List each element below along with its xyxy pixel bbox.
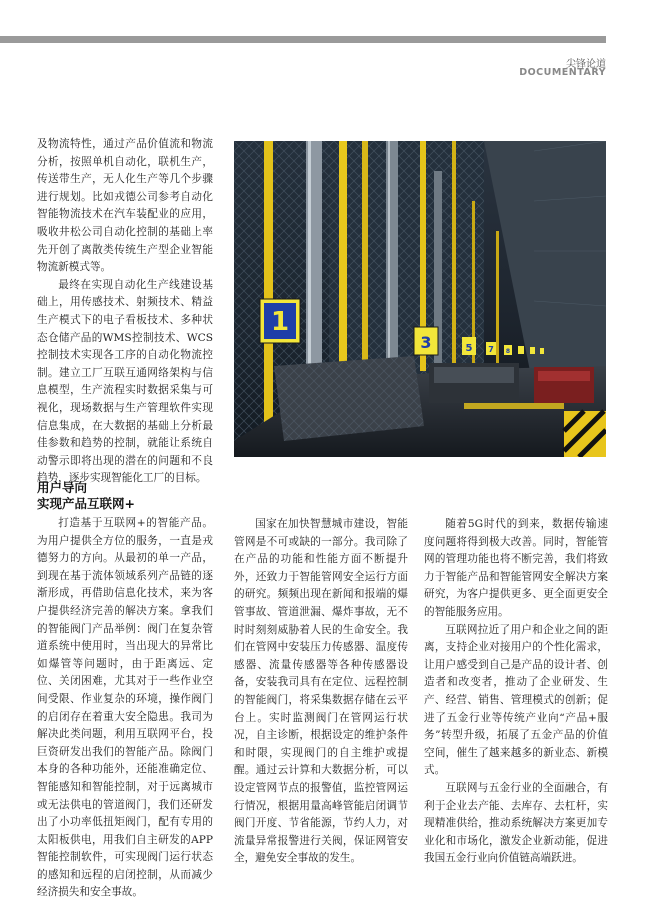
paragraph: 互联网与五金行业的全面融合，有利于企业去产能、去库存、去杠杆，实现精准供给，推动系统解决方案更加专业化和市场化，激发企业新动能，促进我国五金行业向价值链高端跃进。 bbox=[424, 781, 608, 865]
paragraph: 最终在实现自动化生产线建设基础上，用传感技术、射频技术、精益生产模式下的电子看板技术、多种状态仓储产品的WMS控制技术、WCS控制技术实现各工序的自动化物流控制。建立工厂互联互通网络架构与信息模型，生产流程实时数据采集与可视化，现场数据与生产管理软件实现信息集成，在大数据的基础上分析最佳参数和趋势的控制，就能让系统自动警示即将出现的潜在的问题和不良趋势，逐步实现智能化工厂的目标。 bbox=[37, 278, 213, 485]
bay-label: 8 bbox=[505, 348, 511, 355]
paragraph: 随着5G时代的到来，数据传输速度问题将得到极大改善。同时，智能管网的管理功能也将不断完善，我们将致力于智能产品和智能管网安全解决方案研究，为客户提供更多、更全面更安全的智能服务应用。 bbox=[424, 518, 608, 618]
section-heading-line2: 实现产品互联网+ bbox=[37, 496, 135, 511]
section-name-en: DOCUMENTARY bbox=[519, 67, 606, 78]
paragraph: 打造基于互联网+的智能产品。为用户提供全方位的服务，一直是戎德努力的方向。从最初的单一产品，到现在基于流体领域系列产品链的逐渐形成，再借助信息化技术，来为客户提供经济完善的解决方案。拿我们的智能阀门产品举例：阀门在复杂管道系统中使用时，当出现大的异常比如爆管等问题时，由于距离远、定位、关闭困难，尤其对于一些作业空间受限、作业复杂的环境，操作阀门的启闭存在着重大安全隐患。我司为解决此类问题，利用互联网平台，投巨资研发出我们的智能产品。除阀门本身的各种功能外，还能准确定位、智能感知和智能控制，对于远离城市或无法供电的管道阀门，我们还研发出了小功率低扭矩阀门，配有专用的太阳板供电，用我们自主研发的APP智能控制软件，可实现阀门运行状态的感知和远程的启闭控制，从而减少经济损失和安全事故。 bbox=[37, 517, 213, 899]
header-bar bbox=[0, 36, 606, 43]
paragraph: 及物流特性，通过产品价值流和物流分析，按照单机自动化，联机生产，传送带生产，无人化生产等几个步骤进行规划。比如戎德公司参考自动化智能物流技术在汽车装配业的应用，吸收井松公司自动化控制的基础上率先开创了离散类传统生产型企业智能物流新模式等。 bbox=[37, 138, 213, 274]
warehouse-photo bbox=[234, 141, 606, 457]
column-2 bbox=[234, 516, 408, 868]
bay-label: 7 bbox=[488, 345, 494, 354]
paragraph: 国家在加快智慧城市建设，智能管网是不可或缺的一部分。我司除了在产品的功能和性能方面不断提升外，还致力于智能管网安全运行方面的研究。频频出现在新闻和报端的爆管事故、管道泄漏、爆炸事故，无不时时刻刻威胁着人民的生命安全。我们在管网中安装压力传感器、温度传感器、流量传感器等各种传感器设备，安装我司具有在定位、远程控制的智能阀门，将采集数据存储在云平台上。实时监测阀门在管网运行状况，自主诊断，根据设定的维护条件和时限，实现阀门的自主维护或提醒。通过云计算和大数据分析，可以设定管网节点的报警值，监控管网运行情况，根据用量高峰管能启闭调节阀门开度、节省能源，节约人力，对流量异常报警进行关阀，保证网管安全，避免安全事故的发生。 bbox=[234, 518, 408, 865]
section-heading bbox=[37, 480, 213, 512]
bay-label: 1 bbox=[270, 307, 290, 337]
column-3 bbox=[424, 516, 608, 868]
bay-label: 5 bbox=[465, 343, 473, 354]
column-1-section bbox=[37, 480, 213, 902]
bay-label: 3 bbox=[420, 333, 432, 352]
section-heading-line1: 用户导向 bbox=[37, 480, 88, 495]
paragraph: 互联网拉近了用户和企业之间的距离，支持企业对接用户的个性化需求，让用户感受到自己是产品的设计者、创造者和改变者，推动了企业研发、生产、经营、销售、管理模式的创新；促进了五金行业等传统产业向“产品+服务”转型升级，拓展了五金产品的价值空间，催生了越来越多的新业态、新模式。 bbox=[424, 623, 608, 777]
column-1 bbox=[37, 136, 213, 488]
section-name: 尖锋论道 bbox=[566, 59, 606, 70]
